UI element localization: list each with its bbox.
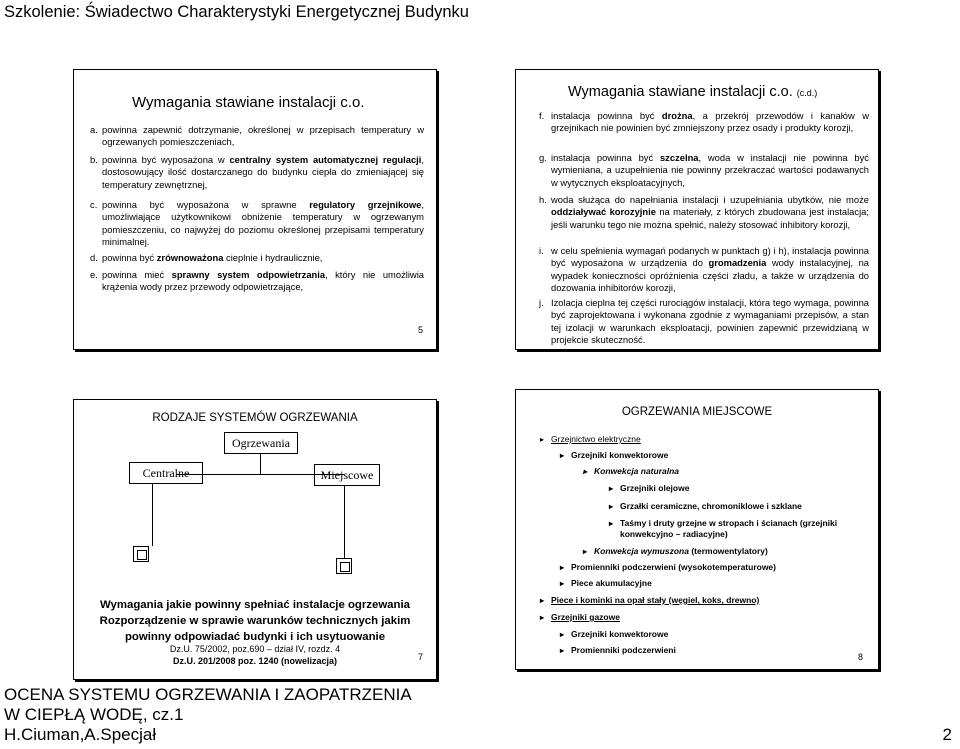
list-item: ▸ Grzejniki konwektorowe [571,450,668,461]
requirement-j: j. Izolacja cieplna tej części rurociągów instalacji, która tego wymaga, powinna być zaprojektowana i wykonana zgodnie z wymaganiami przepisów, a stan tej izolacji w warunkach eksploatacji, powinien zapewnić przewidzianą w projekcie skuteczność. [539,297,869,345]
slide-8 [515,389,879,670]
list-item: ▸ Grzejniki olejowe [620,483,689,494]
list-item: ▸ Grzejnictwo elektryczne [551,434,641,445]
list-item-continuation: konwekcyjno – radiacyjne) [620,529,728,539]
slide-number: 7 [418,652,424,662]
list-item: ▸ Grzałki ceramiczne, chromoniklowe i szklane [620,501,802,512]
requirements-heading: Wymagania jakie powinny spełniać instalacje ogrzewania Rozporządzenie w sprawie warunków technicznych jakim powinny odpowiadać budynki i ich usytuowanie [99,599,411,643]
requirement-c: c. powinna być wyposażona w sprawne regulatory grzejnikowe, umożliwiające użytkownikowi obniżenie temperatury w ogrzewanym pomieszczeniu, co najwyżej do poziomu określonej przepisami temperatury minimalnej. [90,199,425,247]
requirement-h: h. woda służąca do napełniania instalacji i uzupełniania ubytków, nie może oddziaływać korozyjnie na materiały, z których zbudowana jest instalacja; jeśli warunku tego nie można spełnić, należy stosować inhibitory korozji, [539,194,869,230]
list-item: ▸ Promienniki podczerwieni (wysokotemperaturowe) [571,562,776,573]
list-item: ▸ Piece akumulacyjne [571,578,652,589]
box-centralne: Centralne [129,462,203,484]
slide-7 [73,399,437,680]
list-item: ▸ Konwekcja naturalna [594,466,679,477]
law-reference-1: Dz.U. 75/2002, poz.690 – dział IV, rozdz. 4 [169,644,341,654]
slide-8-title: OGRZEWANIA MIEJSCOWE [621,406,773,418]
requirement-i: i. w celu spełnienia wymagań podanych w punktach g) i h), instalacja powinna być wyposażona w urządzenia do gromadzenia wody instalacyjnej, na wypadek konieczności opróżnienia części zładu, a także w urządzenia do dozowania inhibitorów korozji, [539,245,869,293]
page-number: 2 [942,725,952,744]
slide-number: 5 [418,325,424,335]
slide-number: 8 [858,652,864,662]
list-item: ▸ Konwekcja wymuszona (termowentylatory) [594,546,768,557]
list-item: ▸ Promienniki podczerwieni [571,645,676,656]
box-ogrzewania: Ogrzewania [224,432,298,454]
slide-6 [515,69,879,350]
connector [344,486,345,558]
list-item: ▸ Piece i kominki na opał stały (węgiel, koks, drewno) [551,595,759,606]
slide-7-title: RODZAJE SYSTEMÓW OGRZEWANIA [152,412,358,424]
requirement-d: d. powinna być zrównoważona cieplnie i hydraulicznie, [90,252,323,263]
list-item: ▸ Taśmy i druty grzejne w stropach i ścianach (grzejniki [620,518,837,529]
law-reference-2: Dz.U. 201/2008 poz. 1240 (nowelizacja) [172,656,338,666]
footer: OCENA SYSTEMU OGRZEWANIA I ZAOPATRZENIA W CIEPŁĄ WODĘ, cz.1 H.Ciuman,A.Specjał [4,685,412,744]
document-title: Szkolenie: Świadectwo Charakterystyki Energetycznej Budynku [4,3,469,21]
requirement-a: a. powinna zapewnić dotrzymanie, określonej w przepisach temperatury w ogrzewanych pomieszczeniach, [90,124,424,148]
connector [260,454,261,474]
box-miejscowe: Miejscowe [314,464,380,486]
connector [152,484,153,546]
list-item: ▸ Grzejniki konwektorowe [571,629,668,640]
requirement-e: e. powinna mieć sprawny system odpowietrzania, który nie umożliwia krążenia wody przez przewody odpowietrzające, [90,269,424,293]
requirement-f: f. instalacja powinna być drożna, a przekrój przewodów i kanałów w grzejnikach nie powinien być zmniejszony przez osady i produkty korozji, [539,110,869,134]
radiator-icon [133,546,149,562]
list-item: ▸ Grzejniki gazowe [551,612,620,623]
slide-5 [73,69,437,350]
slide-5-title: Wymagania stawiane instalacji c.o. [132,94,365,111]
radiator-icon [336,558,352,574]
requirement-g: g. instalacja powinna być szczelna, woda w instalacji nie powinna być wymieniana, a uzupełnienia nie powinny przekraczać wartości podawanych w wytycznych eksploatacyjnych, [539,152,869,188]
slide-6-title: Wymagania stawiane instalacji c.o. (c.d.) [568,84,818,100]
requirement-b: b. powinna być wyposażona w centralny system automatycznej regulacji, dostosowujący ilość dostarczanego do budynku ciepła do zmieniającej się temperatury zewnętrznej, [90,154,424,190]
